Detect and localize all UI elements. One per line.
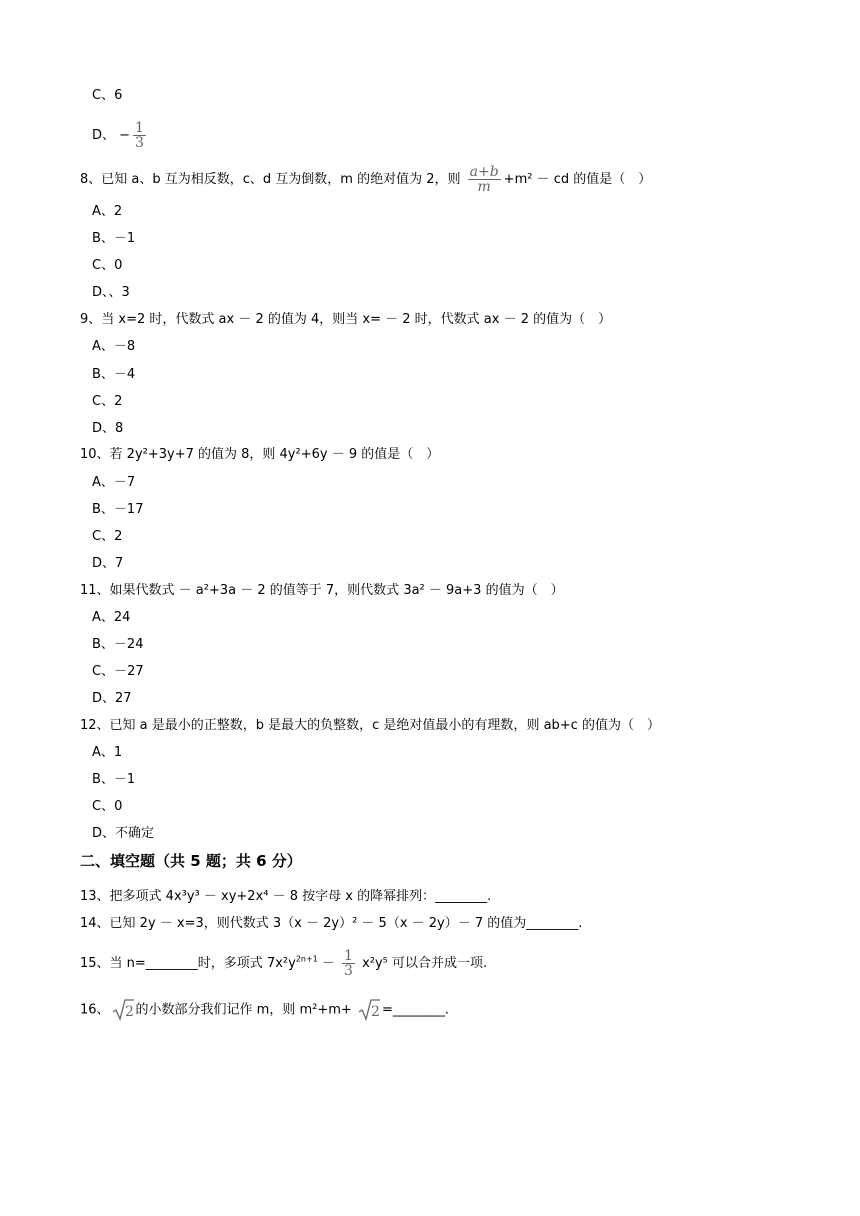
q9-option-d: D、8	[92, 421, 124, 436]
q8-stem-part1: 8、已知 a、b 互为相反数，c、d 互为倒数，m 的绝对值为 2，则	[80, 172, 465, 187]
sqrt-icon	[358, 998, 380, 1022]
fraction-numerator: 1	[344, 948, 353, 964]
q12-option-d: D、不确定	[92, 826, 155, 841]
q16-stem-part2: 的小数部分我们记作 m，则 m²+m+	[135, 1002, 356, 1018]
q15-exponent: 2n+1	[295, 954, 318, 964]
sqrt-icon	[112, 998, 134, 1022]
q10-option-b: B、－17	[92, 502, 144, 517]
q13-stem: 13、把多项式 4x³y³ － xy+2x⁴ － 8 按字母 x 的降幂排列：________.	[80, 889, 492, 904]
sqrt-radicand: 2	[370, 1004, 380, 1020]
q12-option-a: A、1	[92, 745, 123, 760]
q10-option-c: C、2	[92, 529, 123, 544]
q8-option-c: C、0	[92, 258, 123, 273]
q9-option-a: A、－8	[92, 339, 136, 354]
q7-option-d-prefix: D、 −	[92, 128, 131, 143]
q8-option-b: B、－1	[92, 231, 136, 246]
q11-option-b: B、－24	[92, 637, 144, 652]
q10-option-d: D、7	[92, 556, 124, 571]
q11-option-c: C、－27	[92, 664, 144, 679]
q9-option-b: B、－4	[92, 367, 136, 382]
fraction-denominator: m	[477, 179, 491, 195]
q14-stem: 14、已知 2y － x=3，则代数式 3（x － 2y）² － 5（x － 2y）－ 7 的值为________.	[80, 916, 583, 931]
q15-stem	[80, 950, 487, 977]
q10-option-a: A、－7	[92, 475, 136, 490]
sqrt-radicand: 2	[124, 1004, 134, 1020]
section-2-title: 二、填空题（共 5 题；共 6 分）	[80, 852, 302, 870]
q11-option-a: A、24	[92, 610, 131, 625]
q12-stem: 12、已知 a 是最小的正整数，b 是最大的负整数，c 是绝对值最小的有理数，则 ab+c 的值为（ ）	[80, 718, 660, 733]
q15-stem-part2: －	[317, 956, 340, 971]
q15-stem-part1: 15、当 n=________时，多项式 7x²y	[80, 956, 296, 971]
q12-option-b: B、－1	[92, 772, 136, 787]
q11-stem: 11、如果代数式 － a²+3a － 2 的值等于 7，则代数式 3a² － 9a+3 的值为（ ）	[80, 583, 564, 598]
q7-option-d-fraction	[133, 122, 146, 149]
q15-fraction	[342, 950, 355, 977]
q7-option-d	[92, 122, 149, 149]
fraction-numerator: a+b	[469, 164, 499, 180]
q12-option-c: C、0	[92, 799, 123, 814]
q16-stem-part3: =________.	[381, 1002, 449, 1018]
q8-option-d: D、、3	[92, 285, 130, 300]
q11-option-d: D、27	[92, 691, 132, 706]
q15-stem-part3: x²y⁵ 可以合并成一项.	[357, 956, 488, 971]
q16-stem	[80, 998, 449, 1022]
fraction-denominator: 3	[344, 963, 353, 979]
q7-option-c: C、6	[92, 88, 123, 103]
q8-fraction	[468, 166, 501, 193]
q8-option-a: A、2	[92, 204, 123, 219]
q8-stem	[80, 166, 651, 193]
q8-stem-part2: +m² － cd 的值是（ ）	[503, 172, 652, 187]
q9-stem: 9、当 x=2 时，代数式 ax － 2 的值为 4，则当 x= － 2 时，代数式 ax － 2 的值为（ ）	[80, 312, 612, 327]
q16-stem-part1: 16、	[80, 1002, 110, 1018]
fraction-numerator: 1	[135, 120, 144, 136]
q10-stem: 10、若 2y²+3y+7 的值为 8，则 4y²+6y － 9 的值是（ ）	[80, 447, 440, 462]
q9-option-c: C、2	[92, 394, 123, 409]
fraction-denominator: 3	[135, 135, 144, 151]
